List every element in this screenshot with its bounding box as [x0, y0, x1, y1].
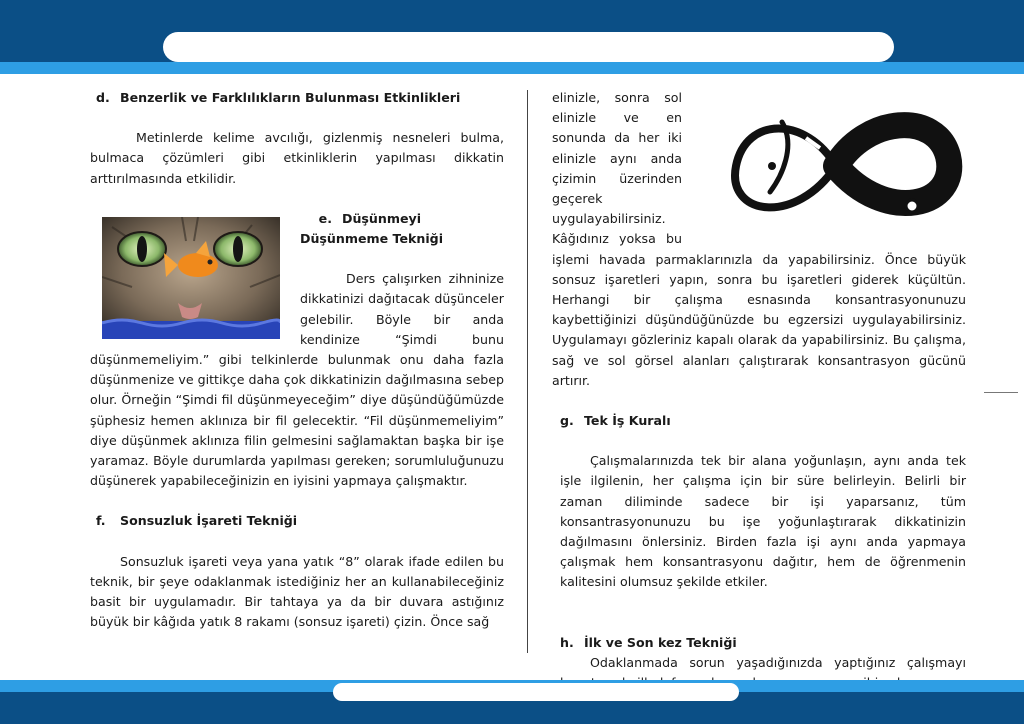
infinity-symbol-image: [686, 96, 966, 236]
section-f-text: Sonsuzluk işareti veya yana yatık “8” olarak ifade edilen bu teknik, bir şeye odaklanmak istediğiniz her an kullanabileceğiniz basit bir uygulamadır. Bir tahtaya ya da bir duvara astığınız büyük bir kâğıda yatık 8 rakamı (sonsuz işareti) çizin. Önce sağ: [90, 553, 504, 630]
section-h-title: İlk ve Son kez Tekniği: [584, 634, 737, 650]
page-edge-mark: [984, 392, 1018, 393]
section-f-title: Sonsuzluk İşareti Tekniği: [120, 513, 298, 529]
right-column: [552, 88, 966, 693]
footer-pill: [333, 683, 739, 701]
section-g-heading: [560, 411, 966, 431]
section-f-label: f.: [96, 513, 106, 529]
header-band-light: [0, 62, 1024, 74]
section-e-title: Düşünmeyi Düşünmeme Tekniği: [300, 210, 444, 247]
section-g-title: Tek İş Kuralı: [584, 413, 671, 429]
left-column: [90, 88, 504, 632]
section-e-text: Ders çalışırken zihninize dikkatinizi dağıtacak düşünceler gelebilir. Böyle bir anda kendinize “Şimdi bunu düşünmemeliyim.” gibi telkinlerde bulunmak onu daha fazla düşünmenize ve gittikçe daha çok dikkatinizin dağılmasına sebep olur. Örneğin “Şimdi fil düşünmeyeceğim” diye düşündüğümüzde şüphesiz hemen aklınıza bir fil gelecektir. “Fil düşünmemeliyim” diye düşünmek aklınıza filin gelmesini sağlamaktan başka bir işe yaramaz. Böyle durumlarda yapılması gereken; sorumluluğunuzu düşünerek yapabileceğinizin en iyisini yapmaya çalışmaktır.: [90, 271, 504, 489]
section-h-label: h.: [560, 634, 574, 650]
column-divider: [527, 90, 528, 653]
section-g-text: Çalışmalarınızda tek bir alana yoğunlaşın, aynı anda tek işle ilgilenin, her çalışma için bir süre belirleyin. Belirli bir zaman diliminde sadece bir işi yaparsanız, tüm konsantrasyonunuzu bu işe yoğunlaştırarak dikkatinizin dağılmasını önlersiniz. Birden fazla işi aynı anda yapmaya çalışmak hem konsantrasyonu dağıtır, hem de öğrenmenin kalitesini olumsuz şekilde etkiler.: [560, 453, 966, 590]
cat-goldfish-image: [102, 217, 280, 339]
section-d-text: Metinlerde kelime avcılığı, gizlenmiş nesneleri bulma, bulmaca çözümleri gibi etkinliklerin yapılması dikkatin arttırılmasında etkilidir.: [90, 130, 504, 186]
section-h-heading: [560, 633, 966, 653]
section-g-label: g.: [560, 413, 574, 429]
section-d-label: d.: [96, 90, 110, 105]
header-pill: [163, 32, 894, 62]
section-e-label: e.: [318, 210, 332, 226]
section-h-text: Odaklanmada sorun yaşadığınızda yaptığınız çalışmayı: [590, 654, 966, 670]
section-f-heading: [96, 511, 504, 531]
section-d-heading: [96, 88, 504, 108]
section-d-title: Benzerlik ve Farklılıkların Bulunması Etkinlikleri: [120, 90, 461, 105]
section-f-continued-text: elinizle, sonra sol elinizle ve en sonunda da her iki elinizle aynı anda çizimin üzerinden geçerek uygulayabilirsiniz. Kâğıdınız yoksa bu işlemi havada parmaklarınızla da yapabilirsiniz. Önce büyük sonsuz işaretleri yapın, sonra bu işaretleri giderek küçültün. Herhangi bir çalışma esnasında konsantrasyonunuzu kaybettiğinizi düşündüğünüzde bu egzersizi uygulayabilirsiniz. Uygulamayı gözleriniz kapalı olarak da yapabilirsiniz. Bu çalışma, sağ ve sol görsel alanları çalıştırarak konsantrasyon gücünü artırır.: [552, 90, 966, 388]
